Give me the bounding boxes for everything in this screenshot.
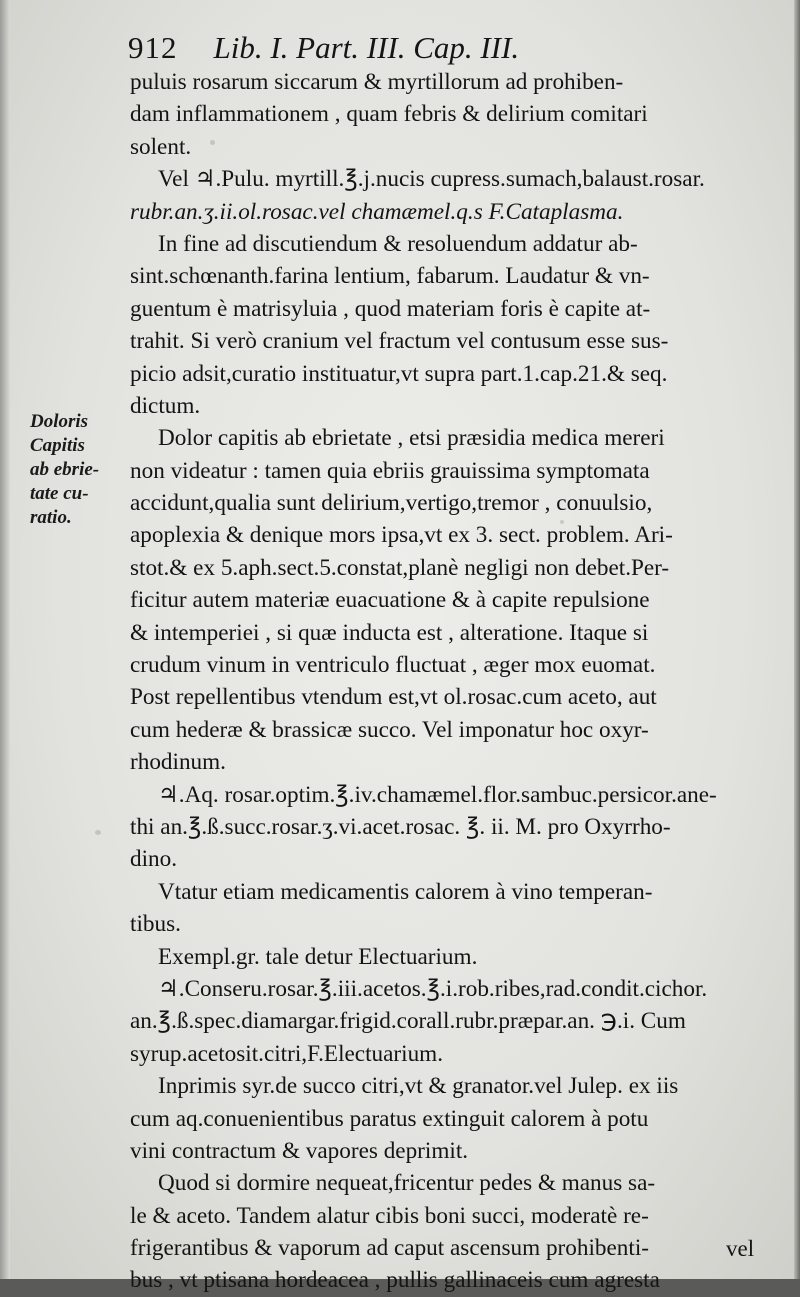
text-line: Post repellentibus vtendum est,vt ol.rosac.cum aceto, aut xyxy=(130,684,657,711)
text-line: sint.schœnanth.farina lentium, fabarum. Laudatur & vn- xyxy=(130,263,650,290)
margin-note-line: ab ebrie- xyxy=(30,459,100,480)
text-line: Vel ♃.Pulu. myrtill.℥.j.nucis cupress.sumach,balaust.rosar. xyxy=(158,166,705,193)
paper-speck xyxy=(95,830,101,835)
text-line: rubr.an.ʒ.ii.ol.rosac.vel chamæmel.q.s F.Cataplasma. xyxy=(130,198,624,225)
page-edge-shadow xyxy=(794,0,800,1279)
text-line: dino. xyxy=(130,846,178,873)
text-line: ♃.Aq. rosar.optim.℥.iv.chamæmel.flor.sambuc.persicor.ane- xyxy=(158,781,717,808)
text-line: trahit. Si verò cranium vel fractum vel contusum esse sus- xyxy=(130,328,669,355)
text-line: cum aq.conuenientibus paratus extinguit calorem à potu xyxy=(130,1105,649,1132)
text-line: apoplexia & denique mors ipsa,vt ex 3. sect. problem. Ari- xyxy=(130,522,673,549)
margin-note xyxy=(30,410,126,530)
text-line: Quod si dormire nequeat,fricentur pedes & manus sa- xyxy=(158,1170,656,1197)
text-line: accidunt,qualia sunt delirium,vertigo,tremor , conuulsio, xyxy=(130,490,653,517)
text-line: & intemperiei , si quæ inducta est , alteratione. Itaque si xyxy=(130,619,649,646)
text-line: le & aceto. Tandem alatur cibis boni succi, moderatè re- xyxy=(130,1202,649,1229)
text-line: stot.& ex 5.aph.sect.5.constat,planè negligi non debet.Per- xyxy=(130,554,670,581)
text-line: Dolor capitis ab ebrietate , etsi præsidia medica mereri xyxy=(158,425,665,452)
margin-note-line: ratio. xyxy=(30,507,72,528)
text-line: guentum è matrisyluia , quod materiam foris è capite at- xyxy=(130,295,651,322)
text-line: crudum vinum in ventriculo fluctuat , æger mox euomat. xyxy=(130,652,656,679)
text-line: ficitur autem materiæ euacuatione & à capite repulsione xyxy=(130,587,650,614)
text-line: Exempl.gr. tale detur Electuarium. xyxy=(158,943,478,970)
page-number: 912 xyxy=(128,30,178,65)
body-text xyxy=(130,66,760,1297)
text-line: frigerantibus & vaporum ad caput ascensum prohibenti- xyxy=(130,1235,649,1262)
margin-note-line: tate cu- xyxy=(30,483,89,504)
text-line: vini contractum & vapores deprimit. xyxy=(130,1137,469,1164)
text-line: an.℥.ß.spec.diamargar.frigid.corall.rubr.præpar.an. ℈.i. Cum xyxy=(130,1008,686,1035)
text-line: cum hederæ & brassicæ succo. Vel imponatur hoc oxyr- xyxy=(130,716,649,743)
text-line: tibus. xyxy=(130,911,181,938)
running-title: Lib. I. Part. III. Cap. III. xyxy=(213,30,520,65)
text-line: Vtatur etiam medicamentis calorem à vino temperan- xyxy=(158,878,653,905)
text-line: non videatur : tamen quia ebriis grauissima symptomata xyxy=(130,457,650,484)
text-line: rhodinum. xyxy=(130,749,226,776)
margin-note-line: Capitis xyxy=(30,435,85,456)
text-line: syrup.acetosit.citri,F.Electuarium. xyxy=(130,1040,444,1067)
text-line: Inprimis syr.de succo citri,vt & granator.vel Julep. ex iis xyxy=(158,1073,679,1100)
text-line: ♃.Conseru.rosar.℥.iii.acetos.℥.i.rob.ribes,rad.condit.cichor. xyxy=(158,975,708,1002)
text-line: puluis rosarum siccarum & myrtillorum ad prohiben- xyxy=(130,69,624,95)
text-line: dam inflammationem , quam febris & delirium comitari xyxy=(130,101,648,128)
text-line: In fine ad discutiendum & resoluendum addatur ab- xyxy=(158,230,638,257)
text-line: solent. xyxy=(130,133,192,160)
page-gutter-shadow xyxy=(0,0,10,1279)
text-line: dictum. xyxy=(130,392,201,419)
margin-note-line: Doloris xyxy=(30,411,89,432)
text-line: bus , vt ptisana hordeacea , pullis gallinaceis cum agresta xyxy=(130,1267,660,1294)
catchword: vel xyxy=(726,1236,755,1261)
running-head xyxy=(128,30,768,70)
text-line: picio adsit,curatio instituatur,vt supra part.1.cap.21.& seq. xyxy=(130,360,668,387)
text-line: thi an.℥.ß.succ.rosar.ʒ.vi.acet.rosac. ℥. ii. M. pro Oxyrrho- xyxy=(130,813,671,840)
